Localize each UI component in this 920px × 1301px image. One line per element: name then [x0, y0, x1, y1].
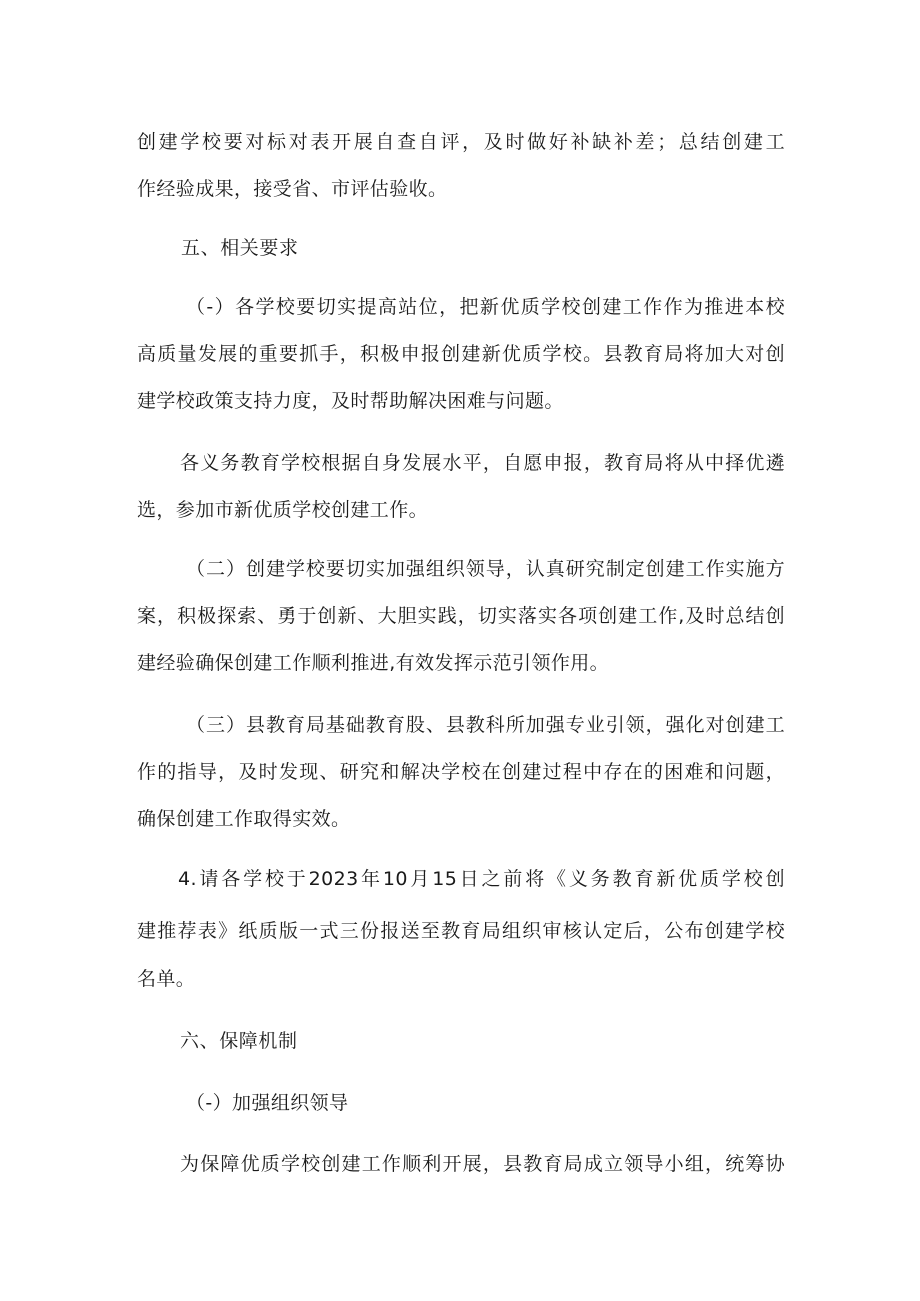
paragraph-line: 4.请各学校于2023年10月15日之前将《义务教育新优质学校创: [178, 868, 785, 890]
paragraph-line: 为保障优质学校创建工作顺利开展，县教育局成立领导小组，统筹协: [180, 1153, 785, 1175]
paragraph-line: 建学校政策支持力度，及时帮助解决困难与问题。: [137, 390, 564, 412]
paragraph-line: 名单。: [137, 968, 196, 990]
paragraph-line: 建经验确保创建工作顺利推进,有效发挥示范引领作用。: [137, 652, 610, 674]
paragraph-line: 创建学校要对标对表开展自查自评，及时做好补缺补差；总结创建工: [137, 131, 785, 153]
paragraph-line: 作经验成果，接受省、市评估验收。: [137, 178, 448, 200]
paragraph-line: 高质量发展的重要抓手，积极申报创建新优质学校。县教育局将加大对创: [137, 343, 785, 365]
paragraph-line: （二）创建学校要切实加强组织领导，认真研究制定创建工作实施方: [186, 558, 785, 580]
paragraph-line: 案，积极探索、勇于创新、大胆实践，切实落实各项创建工作,及时总结创: [137, 605, 785, 627]
paragraph-line: 各义务教育学校根据自身发展水平，自愿申报，教育局将从中择优遴: [180, 452, 785, 474]
paragraph-line: 作的指导，及时发现、研究和解决学校在创建过程中存在的困难和问题，: [137, 761, 785, 783]
paragraph-line: 确保创建工作取得实效。: [137, 808, 351, 830]
paragraph-line: 建推荐表》纸质版一式三份报送至教育局组织审核认定后，公布创建学校: [137, 920, 785, 942]
paragraph-line: （三）县教育局基础教育股、县教科所加强专业引领，强化对创建工: [186, 714, 785, 736]
paragraph-line: 选，参加市新优质学校创建工作。: [137, 499, 429, 521]
section-heading-guarantee: 六、保障机制: [180, 1030, 298, 1052]
subsection-heading: （-）加强组织领导: [186, 1092, 349, 1114]
paragraph-line: （-）各学校要切实提高站位，把新优质学校创建工作作为推进本校: [186, 296, 785, 318]
section-heading-requirements: 五、相关要求: [181, 237, 299, 259]
